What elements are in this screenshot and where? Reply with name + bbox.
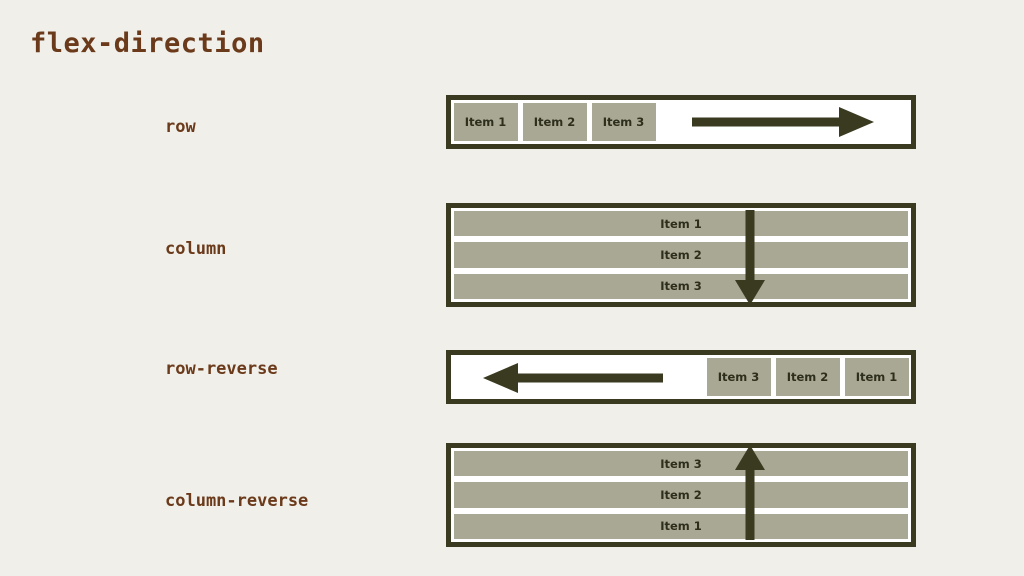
- page-title: flex-direction: [30, 28, 265, 59]
- flex-item: Item 3: [706, 357, 772, 397]
- flex-item: Item 1: [453, 513, 909, 540]
- flex-item: Item 3: [453, 273, 909, 300]
- flex-item: Item 3: [591, 102, 657, 142]
- demo-box-row-reverse: [446, 350, 916, 404]
- demo-box-row: [446, 95, 916, 149]
- flex-item: Item 2: [522, 102, 588, 142]
- row-label-column: column: [165, 239, 227, 259]
- flex-item: Item 2: [453, 241, 909, 268]
- demo-box-column-reverse: [446, 443, 916, 547]
- flex-item: Item 1: [453, 210, 909, 237]
- row-label-column-reverse: column-reverse: [165, 491, 309, 511]
- flex-item: Item 1: [844, 357, 910, 397]
- flex-item: Item 2: [775, 357, 841, 397]
- flex-item: Item 1: [453, 102, 519, 142]
- demo-box-column: [446, 203, 916, 307]
- row-label-row: row: [165, 117, 196, 137]
- flex-item: Item 2: [453, 481, 909, 508]
- flex-item: Item 3: [453, 450, 909, 477]
- row-label-row-reverse: row-reverse: [165, 359, 278, 379]
